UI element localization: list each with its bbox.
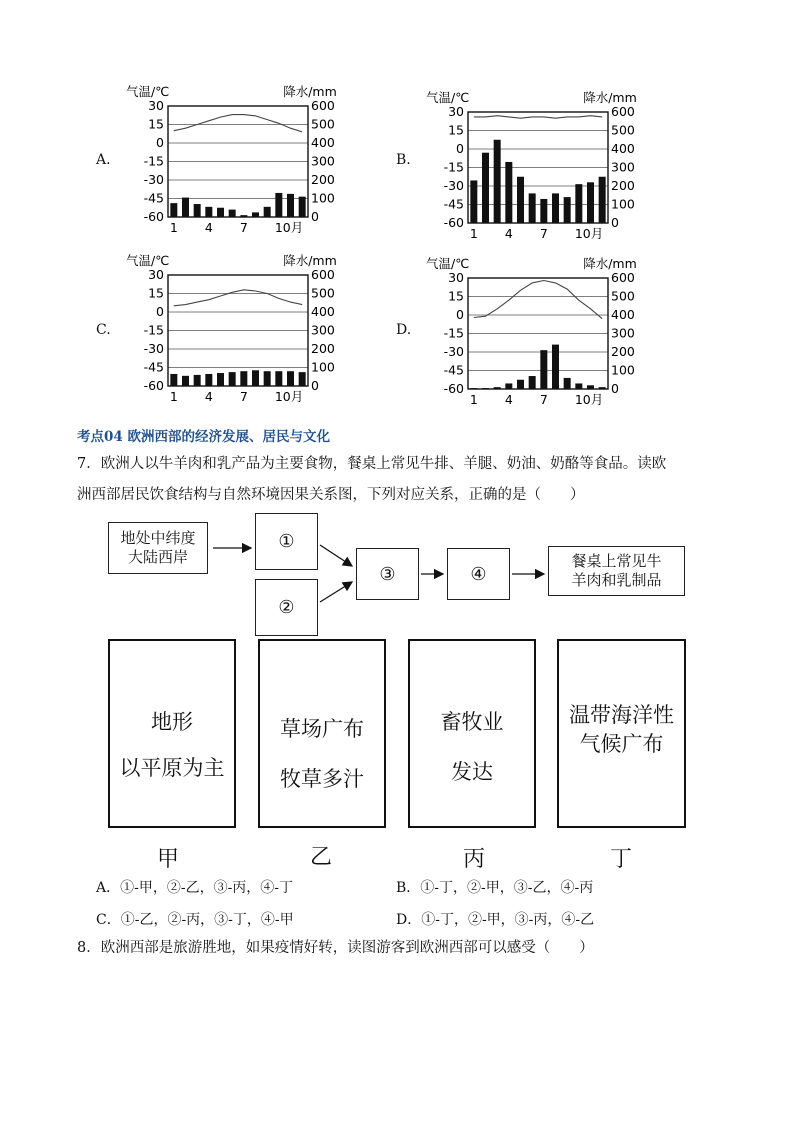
temp-tick-label: 15 bbox=[448, 288, 464, 304]
temp-tick-label: -45 bbox=[143, 359, 164, 375]
temp-tick-label: -30 bbox=[143, 172, 164, 187]
month-tick-label: 4 bbox=[504, 392, 513, 407]
answer-option-a: A．①-甲，②-乙，③-丙，④-丁 bbox=[96, 880, 294, 896]
month-tick-label: 10月 bbox=[274, 220, 304, 235]
month-tick-label: 1 bbox=[469, 226, 478, 241]
option-a-label: A. bbox=[96, 152, 111, 168]
month-tick-label: 10月 bbox=[574, 392, 604, 407]
temp-tick-label: -15 bbox=[443, 159, 464, 175]
arrow-2-to-3 bbox=[320, 582, 352, 602]
temp-tick-label: 0 bbox=[156, 135, 164, 150]
month-tick-label: 4 bbox=[504, 226, 513, 241]
card-jia-line2: 以平原为主 bbox=[119, 756, 225, 780]
card-bing-line2: 发达 bbox=[451, 760, 493, 784]
temp-tick-label: -45 bbox=[443, 362, 464, 378]
option-c-label: C. bbox=[96, 322, 111, 338]
precip-tick-label: 0 bbox=[311, 209, 319, 224]
precip-tick-label: 0 bbox=[311, 378, 319, 393]
temp-tick-label: -30 bbox=[143, 341, 164, 356]
precip-tick-label: 600 bbox=[611, 104, 635, 119]
answer-option-d: D．①-丁，②-甲，③-丙，④-乙 bbox=[396, 912, 595, 928]
month-tick-label: 7 bbox=[539, 392, 548, 407]
answer-option-b: B．①-丁，②-甲，③-乙，④-丙 bbox=[396, 880, 594, 896]
temp-tick-label: -60 bbox=[443, 381, 464, 396]
precip-tick-label: 0 bbox=[611, 381, 619, 396]
temp-tick-label: 15 bbox=[448, 122, 464, 138]
flow-node-1-label: ① bbox=[278, 531, 295, 552]
precip-tick-label: 600 bbox=[311, 267, 335, 282]
temp-tick-label: -60 bbox=[143, 209, 164, 224]
precip-tick-label: 600 bbox=[311, 98, 335, 113]
month-tick-label: 1 bbox=[169, 389, 178, 404]
precip-tick-label: 400 bbox=[311, 135, 335, 150]
arrow-1-to-3 bbox=[320, 545, 352, 566]
temp-tick-label: 30 bbox=[448, 104, 464, 119]
temp-tick-label: -30 bbox=[443, 344, 464, 359]
card-jia bbox=[108, 639, 236, 828]
card-jia-line1: 地形 bbox=[151, 710, 193, 734]
card-yi bbox=[258, 639, 386, 828]
temp-tick-label: -15 bbox=[143, 322, 164, 338]
flow-node-2-label: ② bbox=[278, 597, 295, 618]
precip-tick-label: 100 bbox=[311, 359, 335, 375]
temp-tick-label: -15 bbox=[143, 153, 164, 169]
precip-tick-label: 100 bbox=[311, 190, 335, 206]
precip-axis-title: 降水/mm bbox=[583, 256, 637, 271]
precip-tick-label: 600 bbox=[611, 270, 635, 285]
temp-tick-label: 15 bbox=[148, 285, 164, 301]
temp-tick-label: 15 bbox=[148, 116, 164, 132]
precip-axis-title: 降水/mm bbox=[283, 253, 337, 268]
flow-end-line2: 羊肉和乳制品 bbox=[571, 571, 662, 589]
temp-axis-title: 气温/℃ bbox=[126, 84, 170, 99]
flow-node-4-label: ④ bbox=[470, 563, 487, 585]
temp-tick-label: 0 bbox=[456, 307, 464, 322]
temp-axis-title: 气温/℃ bbox=[426, 256, 470, 271]
precip-tick-label: 300 bbox=[311, 322, 335, 338]
precip-tick-label: 500 bbox=[611, 288, 635, 304]
precip-tick-label: 200 bbox=[311, 341, 335, 356]
precip-tick-label: 200 bbox=[311, 172, 335, 187]
section-title: 考点04 欧洲西部的经济发展、居民与文化 bbox=[77, 429, 330, 445]
card-ding bbox=[557, 639, 686, 828]
month-tick-label: 7 bbox=[539, 226, 548, 241]
precip-tick-label: 100 bbox=[611, 196, 635, 212]
precip-tick-label: 400 bbox=[311, 304, 335, 319]
flow-start-line2: 大陆西岸 bbox=[127, 548, 188, 566]
month-tick-label: 4 bbox=[204, 220, 213, 235]
precip-tick-label: 500 bbox=[311, 116, 335, 132]
temp-tick-label: -60 bbox=[143, 378, 164, 393]
option-d-label: D. bbox=[396, 322, 412, 338]
question-8: 8．欧洲西部是旅游胜地，如果疫情好转，读图游客到欧洲西部可以感受（ ） bbox=[77, 940, 594, 956]
precip-axis-title: 降水/mm bbox=[283, 84, 337, 99]
precip-tick-label: 500 bbox=[611, 122, 635, 138]
temp-tick-label: 0 bbox=[156, 304, 164, 319]
precip-tick-label: 100 bbox=[611, 362, 635, 378]
label-ding: 丁 bbox=[610, 847, 633, 872]
temp-tick-label: -30 bbox=[443, 178, 464, 193]
month-tick-label: 7 bbox=[239, 389, 248, 404]
month-tick-label: 10月 bbox=[274, 389, 304, 404]
card-bing bbox=[408, 639, 536, 828]
precip-tick-label: 400 bbox=[611, 141, 635, 156]
temp-tick-label: -45 bbox=[443, 196, 464, 212]
month-tick-label: 10月 bbox=[574, 226, 604, 241]
flow-end-line1: 餐桌上常见牛 bbox=[571, 552, 662, 570]
temp-tick-label: -15 bbox=[443, 325, 464, 341]
question-7-line1: 7．欧洲人以牛羊肉和乳产品为主要食物，餐桌上常见牛排、羊腿、奶油、奶酪等食品。读欧 bbox=[77, 456, 667, 472]
temp-tick-label: 30 bbox=[448, 270, 464, 285]
temp-axis-title: 气温/℃ bbox=[426, 90, 470, 105]
precip-tick-label: 300 bbox=[311, 153, 335, 169]
month-tick-label: 1 bbox=[169, 220, 178, 235]
card-ding-line1: 温带海洋性 bbox=[569, 703, 674, 727]
card-ding-line2: 气候广布 bbox=[579, 732, 664, 756]
precip-tick-label: 200 bbox=[611, 344, 635, 359]
answer-option-c: C．①-乙，②-丙，③-丁，④-甲 bbox=[96, 912, 294, 928]
precip-tick-label: 300 bbox=[611, 325, 635, 341]
flow-start-line1: 地处中纬度 bbox=[120, 529, 196, 547]
temp-axis-title: 气温/℃ bbox=[126, 253, 170, 268]
flow-node-3-label: ③ bbox=[379, 563, 396, 585]
precip-tick-label: 200 bbox=[611, 178, 635, 193]
label-yi: 乙 bbox=[310, 845, 333, 870]
card-yi-line2: 牧草多汁 bbox=[280, 767, 364, 791]
option-b-label: B. bbox=[396, 152, 411, 168]
month-tick-label: 7 bbox=[239, 220, 248, 235]
temp-tick-label: -45 bbox=[143, 190, 164, 206]
temp-tick-label: -60 bbox=[443, 215, 464, 230]
precip-tick-label: 400 bbox=[611, 307, 635, 322]
precip-tick-label: 0 bbox=[611, 215, 619, 230]
card-bing-line1: 畜牧业 bbox=[440, 710, 504, 734]
precip-axis-title: 降水/mm bbox=[583, 90, 637, 105]
card-yi-line1: 草场广布 bbox=[280, 717, 364, 741]
precip-tick-label: 500 bbox=[311, 285, 335, 301]
question-7-line2: 洲西部居民饮食结构与自然环境因果关系图，下列对应关系，正确的是（ ） bbox=[77, 487, 585, 503]
month-tick-label: 4 bbox=[204, 389, 213, 404]
month-tick-label: 1 bbox=[469, 392, 478, 407]
temp-tick-label: 30 bbox=[148, 98, 164, 113]
label-jia: 甲 bbox=[157, 847, 180, 872]
temp-tick-label: 0 bbox=[456, 141, 464, 156]
label-bing: 丙 bbox=[463, 847, 486, 872]
precip-tick-label: 300 bbox=[611, 159, 635, 175]
temp-tick-label: 30 bbox=[148, 267, 164, 282]
